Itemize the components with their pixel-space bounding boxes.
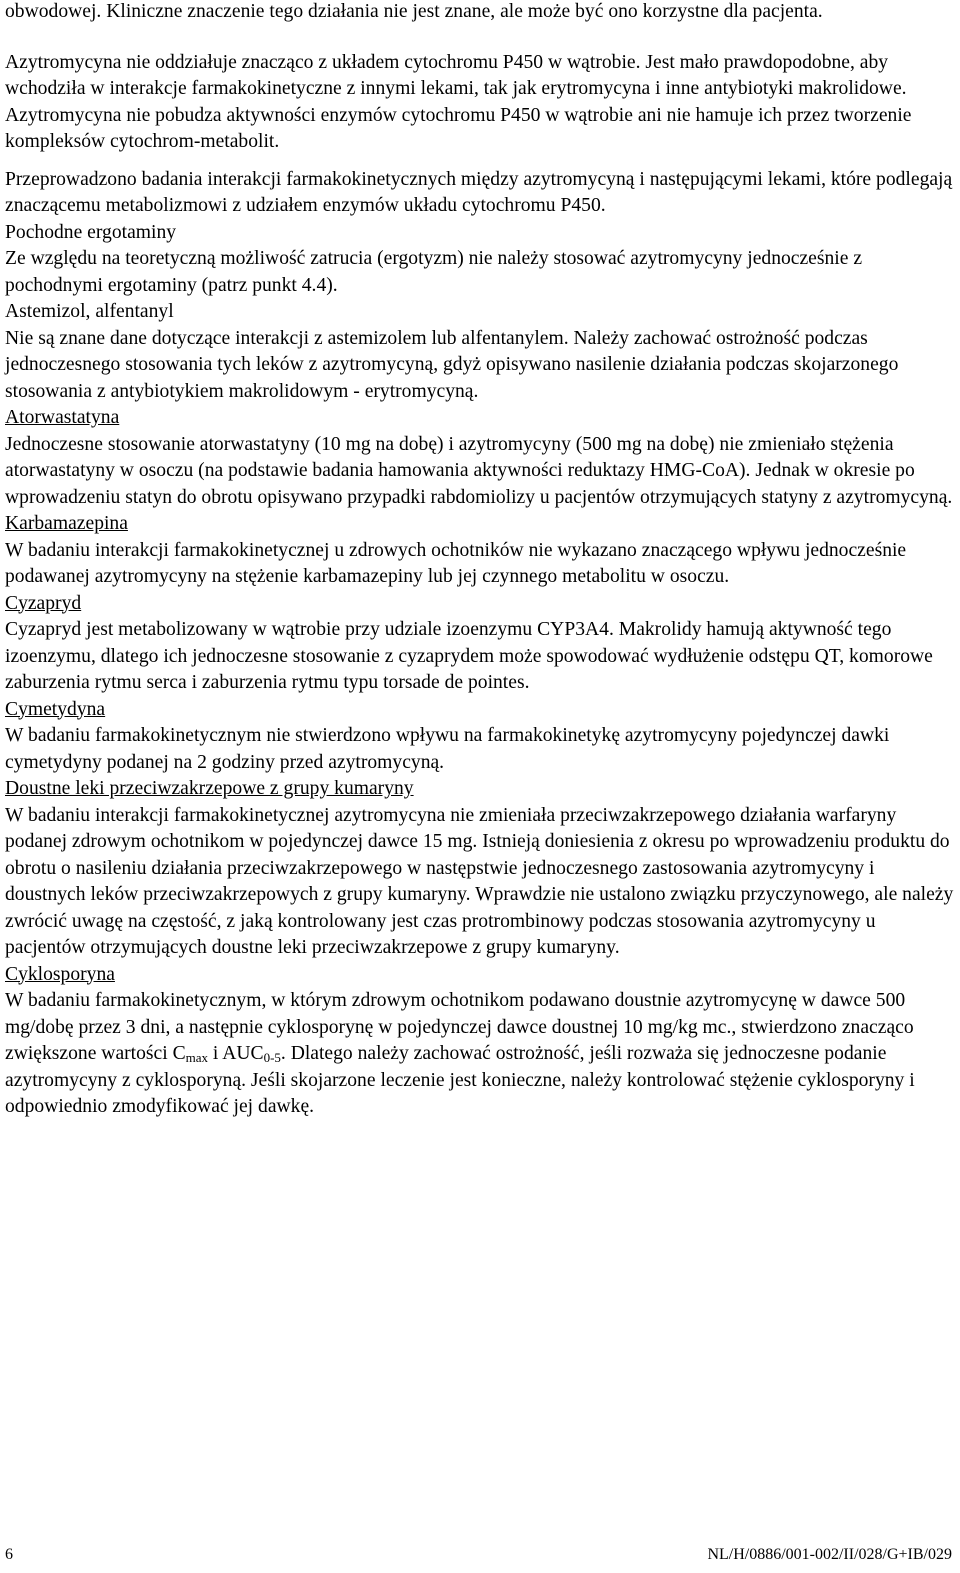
paragraph-cisapride: Cyzapryd jest metabolizowany w wątrobie przy udziale izoenzymu CYP3A4. Makrolidy hamują aktywność tego izoenzymu, dlatego ich jednoczesne stosowanie z cyzaprydem może spowodować wydłużenie odstępu QT, komorowe zaburzenia rytmu serca i zaburzenia rytmu typu torsade de pointes. bbox=[5, 619, 933, 693]
heading-astemizole: Astemizol, alfentanyl bbox=[5, 301, 174, 322]
paragraph-coumarin-anticoagulants: W badaniu interakcji farmakokinetycznej azytromycyna nie zmieniała przeciwzakrzepowego działania warfaryny podanej zdrowym ochotnikom w pojedynczej dawce 15 mg. Istnieją doniesienia z okresu po wprowadzeniu produktu do obrotu o nasileniu działania przeciwzakrzepowego w następstwie jednoczesnego zastosowania azytromycyny i doustnych leków przeciwzakrzepowych z grupy kumaryny. Wprawdzie nie ustalono związku przyczynowego, ale należy zwrócić uwagę na częstość, z jaką kontrolowany jest czas protrombinowy podczas stosowania azytromycyny u pacjentów otrzymujących doustne leki przeciwzakrzepowe z grupy kumaryny. bbox=[5, 804, 954, 958]
paragraph-carbamazepine: W badaniu interakcji farmakokinetycznej u zdrowych ochotników nie wykazano znaczącego wpływu jednocześnie podawanej azytromycyny na stężenie karbamazepiny lub jej czynnego metabolitu w osoczu. bbox=[5, 539, 907, 587]
heading-carbamazepine: Karbamazepina bbox=[5, 513, 128, 534]
heading-cimetidine: Cymetydyna bbox=[5, 698, 106, 720]
cyclosporine-text-b: i AUC bbox=[208, 1043, 264, 1064]
paragraph-cyclosporine bbox=[5, 988, 955, 1121]
paragraph-cimetidine: W badaniu farmakokinetycznym nie stwierdzono wpływu na farmakokinetykę azytromycyny pojedynczej dawki cymetydyny podanej na 2 godziny przed azytromycyną. bbox=[5, 725, 890, 773]
paragraph-ergotamine: Ze względu na teoretyczną możliwość zatrucia (ergotyzm) nie należy stosować azytromycyny jednocześnie z pochodnymi ergotaminy (patrz punkt 4.4). bbox=[5, 248, 863, 296]
paragraph-intro-continued: obwodowej. Kliniczne znaczenie tego działania nie jest znane, ale może być ono korzystne dla pacjenta. bbox=[5, 1, 823, 22]
heading-coumarin-anticoagulants: Doustne leki przeciwzakrzepowe z grupy kumaryny bbox=[5, 778, 414, 799]
paragraph-atorvastatin: Jednoczesne stosowanie atorwastatyny (10 mg na dobę) i azytromycyny (500 mg na dobę) nie zmieniało stężenia atorwastatyny w osoczu (na podstawie badania hamowania aktywności reduktazy HMG-CoA). Jednak w okresie po wprowadzeniu statyn do obrotu opisywano przypadki rabdomiolizy u pacjentów otrzymujących statyny z azytromycyną. bbox=[5, 433, 953, 508]
heading-cyclosporine: Cyklosporyna bbox=[5, 963, 115, 985]
auc-subscript: 0-5 bbox=[263, 1050, 281, 1065]
cmax-subscript: max bbox=[185, 1050, 209, 1065]
cyclosporine-text-c: . Dlatego należy zachować ostrożność, jeśli rozważa się jednoczesne podanie azytromycyny z cyklosporyną. Jeśli skojarzone leczenie jest konieczne, należy kontrolować stężenie cyklosporyny i odpowiednio zmodyfikować jej dawkę. bbox=[5, 1043, 915, 1117]
page-number: 6 bbox=[5, 1546, 13, 1563]
paragraph-astemizole: Nie są znane dane dotyczące interakcji z astemizolem lub alfentanylem. Należy zachować ostrożność podczas jednoczesnego stosowania tych leków z azytromycyną, gdyż opisywano nasilenie działania podczas skojarzonego stosowania z antybiotykiem makrolidowym - erytromycyną. bbox=[5, 327, 899, 402]
heading-ergotamine: Pochodne ergotaminy bbox=[5, 221, 177, 243]
document-reference: NL/H/0886/001-002/II/028/G+IB/029 bbox=[707, 1546, 952, 1563]
document-body bbox=[5, 0, 955, 1121]
paragraph-studies: Przeprowadzono badania interakcji farmakokinetycznych między azytromycyną i następującymi lekami, które podlegają znaczącemu metabolizmowi z udziałem enzymów układu cytochromu P450. bbox=[5, 168, 953, 216]
cyclosporine-text-a: W badaniu farmakokinetycznym, w którym zdrowym ochotnikom podawano doustnie azytromycynę w dawce 500 mg/dobę przez 3 dni, a następnie cyklosporynę w pojedynczej dawce doustnej 10 mg/kg mc., stwierdzono znacząco zwiększone wartości C bbox=[5, 990, 914, 1064]
heading-atorvastatin: Atorwastatyna bbox=[5, 407, 120, 428]
heading-cisapride: Cyzapryd bbox=[5, 592, 82, 614]
paragraph-cytochrome: Azytromycyna nie oddziałuje znacząco z układem cytochromu P450 w wątrobie. Jest mało prawdopodobne, aby wchodziła w interakcje farmakokinetyczne z innymi lekami, tak jak erytromycyna i inne antybiotyki makrolidowe. Azytromycyna nie pobudza aktywności enzymów cytochromu P450 w wątrobie ani nie hamuje ich przez tworzenie kompleksów cytochrom-metabolit. bbox=[5, 51, 912, 152]
